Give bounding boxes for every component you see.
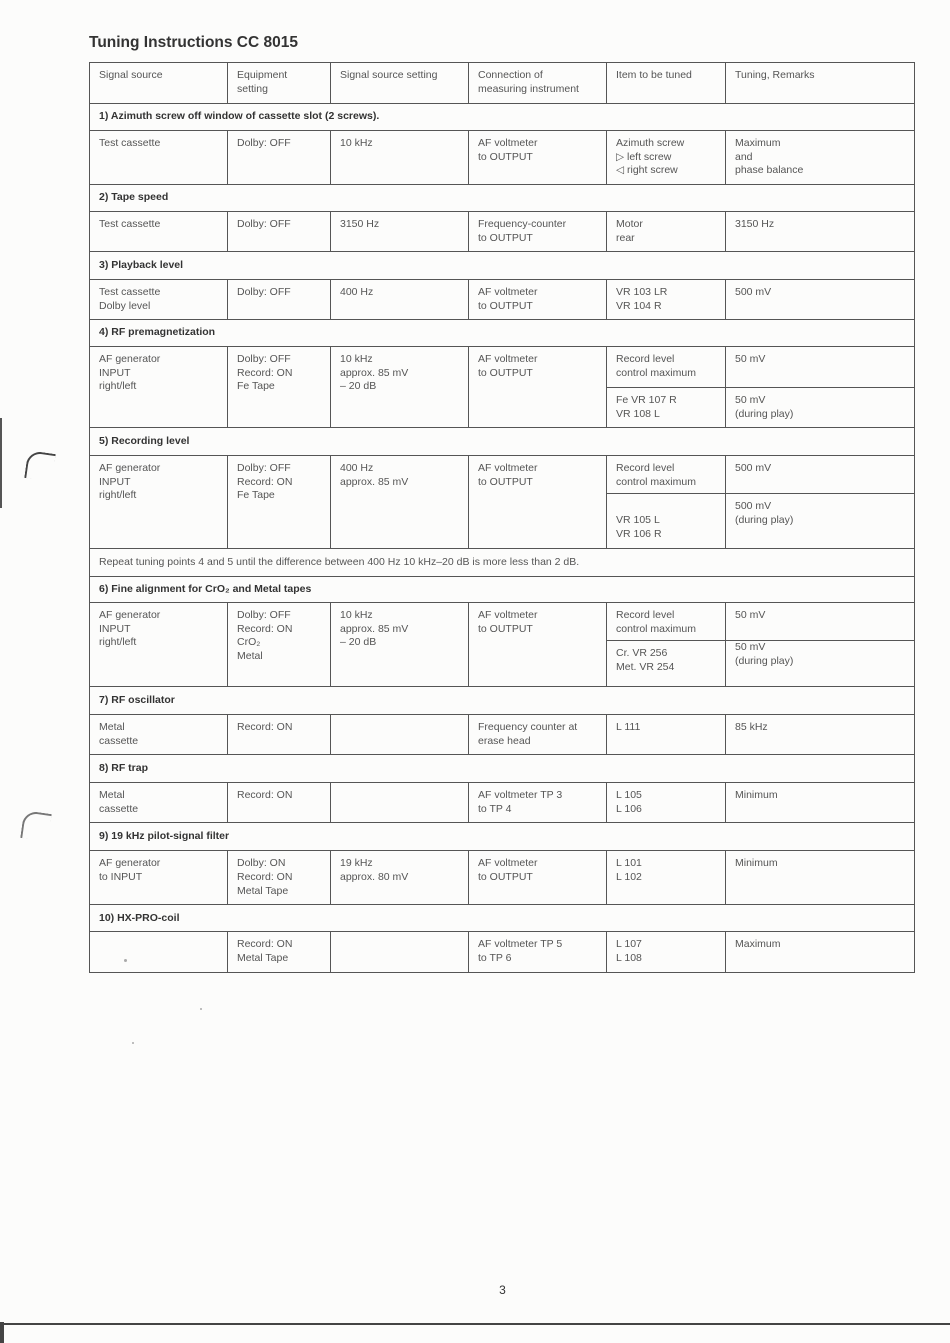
table-row: [90, 456, 915, 494]
table-row: [90, 603, 915, 641]
section-heading-row: [90, 577, 915, 603]
table-cell: Metal cassette: [90, 715, 228, 755]
table-cell: VR 105 L VR 106 R: [607, 494, 726, 549]
section-heading-row: [90, 905, 915, 932]
table-cell: Test cassette: [90, 212, 228, 252]
table-cell: Minimum: [726, 851, 915, 905]
table-cell: Minimum: [726, 783, 915, 823]
table-cell: 50 mV: [726, 347, 915, 388]
table-cell: AF generator INPUT right/left: [90, 603, 228, 687]
table-cell: AF voltmeter to OUTPUT: [469, 347, 607, 428]
table-cell: AF voltmeter to OUTPUT: [469, 456, 607, 549]
table-cell: 3150 Hz: [331, 212, 469, 252]
table-cell: 85 kHz: [726, 715, 915, 755]
table-cell: 50 mV (during play): [726, 641, 915, 687]
section-heading-row: [90, 320, 915, 347]
table-cell: Cr. VR 256 Met. VR 254: [607, 641, 726, 687]
table-cell: 10 kHz approx. 85 mV – 20 dB: [331, 603, 469, 687]
tuning-table: [89, 62, 915, 973]
table-cell: L 107 L 108: [607, 932, 726, 973]
note-row: [90, 549, 915, 577]
scan-edge-line: [0, 1322, 4, 1343]
table-row: [90, 932, 915, 973]
table-cell: Metal cassette: [90, 783, 228, 823]
section-heading: 2) Tape speed: [90, 185, 915, 212]
column-header: Equipment setting: [228, 63, 331, 104]
table-row: [90, 851, 915, 905]
dust-speck: [200, 1008, 202, 1010]
column-header: Item to be tuned: [607, 63, 726, 104]
table-cell: Motor rear: [607, 212, 726, 252]
section-heading: 1) Azimuth screw off window of cassette slot (2 screws).: [90, 104, 915, 131]
table-cell: 50 mV (during play): [726, 388, 915, 428]
table-cell: AF voltmeter to OUTPUT: [469, 603, 607, 687]
table-cell: 19 kHz approx. 80 mV: [331, 851, 469, 905]
table-cell: [331, 715, 469, 755]
dust-speck: [132, 1042, 134, 1044]
table-row: [90, 715, 915, 755]
table-row: [90, 347, 915, 388]
binder-mark: [0, 418, 2, 508]
column-header: Signal source: [90, 63, 228, 104]
repeat-note: Repeat tuning points 4 and 5 until the difference between 400 Hz 10 kHz–20 dB is more less than 2 dB.: [90, 549, 915, 577]
table-cell: Test cassette Dolby level: [90, 280, 228, 320]
dust-speck: [124, 959, 127, 962]
table-cell: Frequency-counter to OUTPUT: [469, 212, 607, 252]
section-heading: 10) HX-PRO-coil: [90, 905, 915, 932]
table-cell: 500 mV (during play): [726, 494, 915, 549]
column-header: Signal source setting: [331, 63, 469, 104]
table-cell: AF voltmeter TP 5 to TP 6: [469, 932, 607, 973]
section-heading: 9) 19 kHz pilot-signal filter: [90, 823, 915, 851]
table-cell: [331, 783, 469, 823]
table-cell: Dolby: OFF Record: ON CrO₂ Metal: [228, 603, 331, 687]
table-cell: Record level control maximum: [607, 456, 726, 494]
table-cell: Dolby: OFF: [228, 212, 331, 252]
table-cell: 10 kHz approx. 85 mV – 20 dB: [331, 347, 469, 428]
section-heading: 4) RF premagnetization: [90, 320, 915, 347]
table-cell: Record level control maximum: [607, 347, 726, 388]
scan-edge-line: [0, 1323, 950, 1325]
section-heading-row: [90, 104, 915, 131]
column-header: Tuning, Remarks: [726, 63, 915, 104]
table-cell: VR 103 LR VR 104 R: [607, 280, 726, 320]
section-heading-row: [90, 687, 915, 715]
table-cell: 50 mV: [726, 603, 915, 641]
section-heading: 8) RF trap: [90, 755, 915, 783]
table-cell: AF voltmeter to OUTPUT: [469, 131, 607, 185]
table-cell: 400 Hz: [331, 280, 469, 320]
table-cell: [331, 932, 469, 973]
table-cell: Dolby: ON Record: ON Metal Tape: [228, 851, 331, 905]
section-heading-row: [90, 185, 915, 212]
table-cell: Dolby: OFF Record: ON Fe Tape: [228, 456, 331, 549]
section-heading-row: [90, 252, 915, 280]
table-cell: Record: ON: [228, 783, 331, 823]
table-cell: AF generator INPUT right/left: [90, 456, 228, 549]
table-cell: L 105 L 106: [607, 783, 726, 823]
table-cell: Record: ON Metal Tape: [228, 932, 331, 973]
table-row: [90, 280, 915, 320]
table-cell: AF voltmeter to OUTPUT: [469, 280, 607, 320]
table-row: [90, 783, 915, 823]
punch-hole: [24, 450, 56, 482]
header-row: [90, 63, 915, 104]
section-heading: 3) Playback level: [90, 252, 915, 280]
table-row: [90, 212, 915, 252]
table-cell: 500 mV: [726, 456, 915, 494]
section-heading-row: [90, 823, 915, 851]
table-cell: Fe VR 107 R VR 108 L: [607, 388, 726, 428]
table-cell: Dolby: OFF: [228, 280, 331, 320]
table-cell: Dolby: OFF: [228, 131, 331, 185]
section-heading: 5) Recording level: [90, 428, 915, 456]
table-row: [90, 131, 915, 185]
table-cell: 10 kHz: [331, 131, 469, 185]
table-cell: AF voltmeter TP 3 to TP 4: [469, 783, 607, 823]
section-heading: 6) Fine alignment for CrO₂ and Metal tapes: [90, 577, 915, 603]
table-cell: 3150 Hz: [726, 212, 915, 252]
column-header: Connection of measuring instrument: [469, 63, 607, 104]
table-cell: Maximum and phase balance: [726, 131, 915, 185]
table-cell: Azimuth screw ▷ left screw ◁ right screw: [607, 131, 726, 185]
table-cell: Record level control maximum: [607, 603, 726, 641]
table-cell: 400 Hz approx. 85 mV: [331, 456, 469, 549]
table-cell: 500 mV: [726, 280, 915, 320]
table-cell: [90, 932, 228, 973]
table-cell: Frequency counter at erase head: [469, 715, 607, 755]
table-cell: Maximum: [726, 932, 915, 973]
page-number: 3: [499, 1283, 506, 1297]
punch-hole: [20, 810, 52, 842]
section-heading-row: [90, 428, 915, 456]
table-cell: Test cassette: [90, 131, 228, 185]
section-heading: 7) RF oscillator: [90, 687, 915, 715]
table-cell: AF generator to INPUT: [90, 851, 228, 905]
table-cell: Record: ON: [228, 715, 331, 755]
table-cell: Dolby: OFF Record: ON Fe Tape: [228, 347, 331, 428]
table-cell: L 101 L 102: [607, 851, 726, 905]
table-cell: L 111: [607, 715, 726, 755]
table-cell: AF generator INPUT right/left: [90, 347, 228, 428]
section-heading-row: [90, 755, 915, 783]
table-cell: AF voltmeter to OUTPUT: [469, 851, 607, 905]
page-title: Tuning Instructions CC 8015: [89, 34, 298, 51]
